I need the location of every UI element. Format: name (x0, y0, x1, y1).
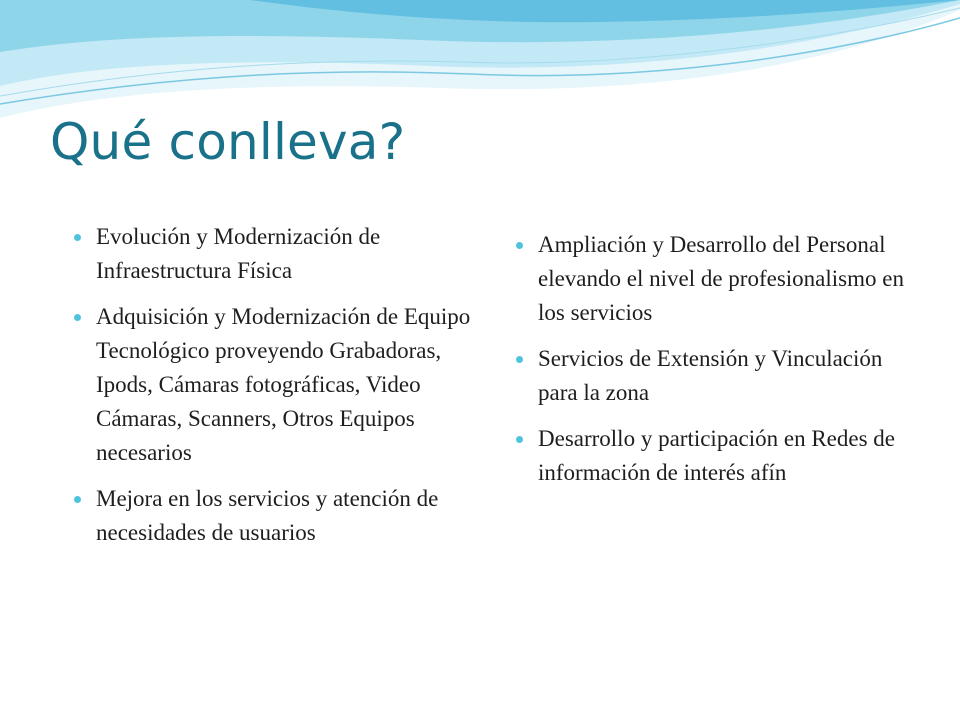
list-item-text: Evolución y Modernización de Infraestructura Física (96, 224, 381, 283)
list-item-text: Mejora en los servicios y atención de necesidades de usuarios (96, 486, 439, 545)
list-item-text: Ampliación y Desarrollo del Personal elevando el nivel de profesionalismo en los servicios (538, 232, 904, 325)
bullet-icon (74, 496, 81, 503)
right-bullet-list (516, 228, 916, 502)
slide-title: Qué conlleva? (50, 113, 406, 171)
bullet-icon (74, 234, 81, 241)
list-item (516, 228, 916, 330)
list-item-text: Adquisición y Modernización de Equipo Tecnológico proveyendo Grabadoras, Ipods, Cámaras fotográficas, Video Cámaras, Scanners, Otros Equipos necesarios (96, 304, 471, 465)
bullet-icon (516, 436, 523, 443)
list-item (516, 422, 916, 490)
list-item (74, 300, 474, 470)
list-item (516, 342, 916, 410)
bullet-icon (74, 314, 81, 321)
bullet-icon (516, 242, 523, 249)
list-item-text: Servicios de Extensión y Vinculación para la zona (538, 346, 883, 405)
bullet-icon (516, 356, 523, 363)
list-item (74, 220, 474, 288)
list-item-text: Desarrollo y participación en Redes de información de interés afín (538, 426, 896, 485)
list-item (74, 482, 474, 550)
left-bullet-list (74, 220, 474, 562)
